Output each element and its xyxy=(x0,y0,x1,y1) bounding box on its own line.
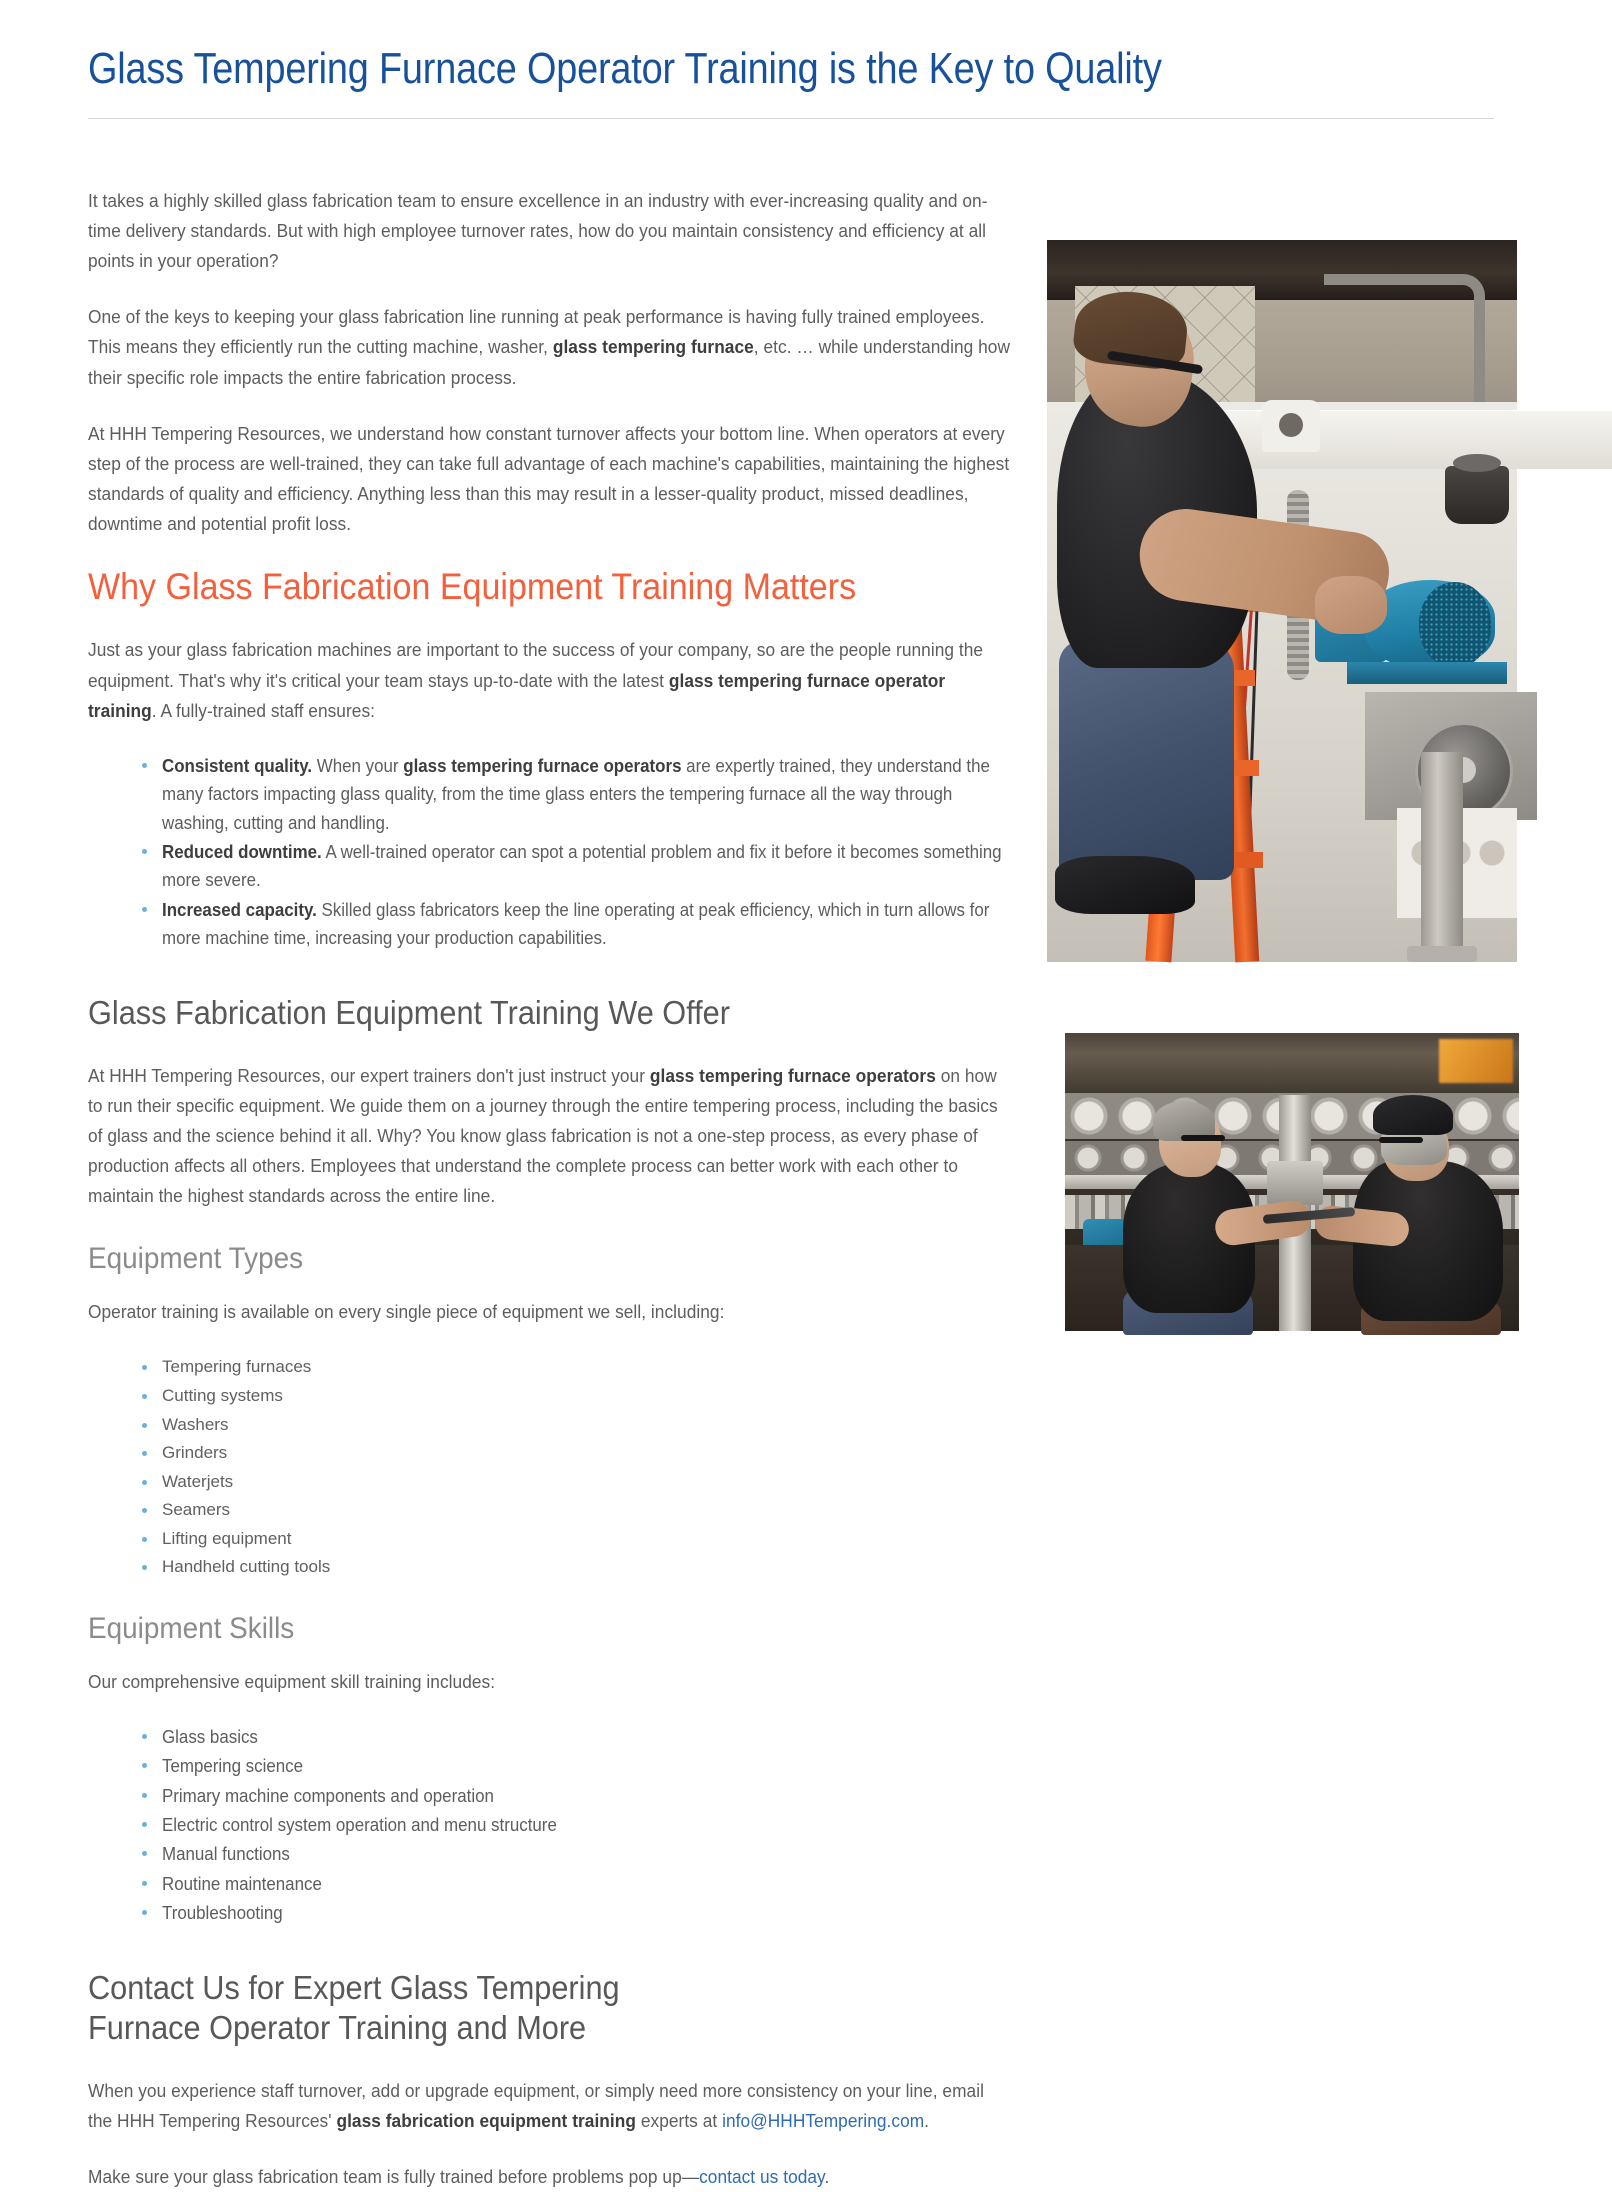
benefit-label: Increased capacity. xyxy=(162,899,317,920)
list-item xyxy=(140,752,1013,837)
technician-hand xyxy=(1315,576,1387,634)
text-run: experts at xyxy=(635,2110,723,2132)
list-item xyxy=(140,1840,1013,1868)
equipment-type-label: Grinders xyxy=(162,1443,228,1463)
text-run: A well-trained operator can spot a potential problem and fix it before it becomes something more severe. xyxy=(162,841,1002,891)
photo-two-technicians-at-line xyxy=(1065,1033,1519,1331)
bold-glass-tempering-furnace: glass tempering furnace xyxy=(552,336,754,358)
equipment-skill-label: Troubleshooting xyxy=(162,1903,283,1924)
title-divider xyxy=(88,118,1494,119)
bold-fabrication-equipment-training: glass fabrication equipment training xyxy=(336,2110,636,2132)
heading-equipment-types: Equipment Types xyxy=(88,1242,304,1276)
paragraph-intro-2 xyxy=(88,302,1013,392)
heading-why-training-matters: Why Glass Fabrication Equipment Training Matters xyxy=(88,566,857,608)
list-item xyxy=(140,1411,1013,1439)
list-item xyxy=(140,1525,1013,1553)
equipment-type-label: Washers xyxy=(162,1414,229,1434)
contact-us-today-link[interactable]: contact us today xyxy=(699,2166,825,2188)
list-item xyxy=(140,1811,1013,1839)
text-run: . xyxy=(924,2110,930,2132)
list-item xyxy=(140,1439,1013,1467)
equipment-type-label: Waterjets xyxy=(162,1471,234,1491)
paragraph-we-offer xyxy=(88,1061,1013,1212)
benefit-label: Consistent quality. xyxy=(162,755,313,776)
equipment-skill-label: Primary machine components and operation xyxy=(162,1785,494,1806)
bold-furnace-operators: glass tempering furnace operators xyxy=(649,1064,936,1086)
text-run: on how to run their specific equipment. We guide them on a journey through the entire tempering process, including the basics of glass and the science behind it all. Why? You know glass fabrication is not a one-step process, as every phase of production affects all others. Employees that understand the complete process can better work with each other to maintain the highest standards across the entire line. xyxy=(88,1064,998,1207)
heading-contact-us: Contact Us for Expert Glass Tempering Furnace Operator Training and More xyxy=(88,1968,620,2046)
equipment-skills-list xyxy=(88,1723,1013,1928)
paragraph-why xyxy=(88,635,1013,725)
text-run: One of the keys to keeping your glass fabrication line running at peak performance is having fully trained employees. This means they efficiently run the cutting machine, washer, xyxy=(88,306,985,358)
photo-scene xyxy=(1047,240,1517,962)
paragraph-closing xyxy=(88,2162,1013,2192)
page-title: Glass Tempering Furnace Operator Training is the Key to Quality xyxy=(88,44,1162,93)
text-run: . A fully-trained staff ensures: xyxy=(151,699,375,721)
list-item xyxy=(140,838,1013,895)
list-item xyxy=(140,1899,1013,1927)
equipment-type-label: Cutting systems xyxy=(162,1385,283,1405)
list-item xyxy=(140,1752,1013,1780)
paragraph-contact xyxy=(88,2076,1013,2136)
text-run: . xyxy=(824,2166,830,2188)
benefit-label: Reduced downtime. xyxy=(162,841,322,862)
text-run: When your xyxy=(312,755,404,776)
baseball-cap-icon xyxy=(1373,1095,1453,1135)
text-run: When you experience staff turnover, add or upgrade equipment, or simply need more consistency on your line, email the HHH Tempering Resources' xyxy=(88,2080,984,2132)
list-item xyxy=(140,1496,1013,1524)
paragraph-intro-1: It takes a highly skilled glass fabrication team to ensure excellence in an industry with ever-increasing quality and on-time delivery standards. But with high employee turnover rates, how do you maintain consistency and efficiency at all points in your operation? xyxy=(88,190,988,272)
furnace-glow xyxy=(1439,1039,1513,1083)
equipment-type-label: Tempering furnaces xyxy=(162,1357,312,1377)
machine-top-cap xyxy=(1445,466,1509,524)
technician-jeans xyxy=(1059,640,1234,880)
email-link[interactable]: info@HHHTempering.com xyxy=(722,2110,925,2132)
support-column xyxy=(1421,752,1463,962)
list-item xyxy=(140,1353,1013,1381)
equipment-skill-label: Electric control system operation and menu structure xyxy=(162,1814,557,1835)
list-item xyxy=(140,1782,1013,1810)
post-bracket xyxy=(1267,1161,1323,1205)
ceiling-pipe-icon xyxy=(1324,274,1485,315)
list-item xyxy=(140,896,1013,953)
text-run: are expertly trained, they understand the many factors impacting glass quality, from the time glass enters the tempering furnace all the way through washing, cutting and handling. xyxy=(162,755,990,833)
benefit-inline-bold: glass tempering furnace operators xyxy=(403,755,682,776)
text-run: Skilled glass fabricators keep the line operating at peak efficiency, which in turn allows for more machine time, increasing your production capabilities. xyxy=(162,899,990,949)
paragraph-intro-3: At HHH Tempering Resources, we understand how constant turnover affects your bottom line. When operators at every step of the process are well-trained, they can take full advantage of each machine's capabilities, maintaining the highest standards of quality and efficiency. Anything less than this may result in a lesser-quality product, missed deadlines, downtime and potential profit loss. xyxy=(88,422,1010,534)
paragraph-equipment-skills-intro: Our comprehensive equipment skill training includes: xyxy=(88,1670,496,1692)
safety-glasses-icon xyxy=(1379,1137,1423,1143)
photo-technician-servicing-furnace xyxy=(1047,240,1517,962)
benefits-list xyxy=(88,752,1013,953)
text-run: Just as your glass fabrication machines are important to the success of your company, so are the people running the equipment. That's why it's critical your team stays up-to-date with the latest xyxy=(88,639,984,691)
motor-base xyxy=(1347,662,1507,684)
safety-glasses-icon xyxy=(1181,1135,1225,1141)
list-item xyxy=(140,1382,1013,1410)
equipment-skill-label: Tempering science xyxy=(162,1756,304,1777)
photo-scene xyxy=(1065,1033,1519,1331)
motor-fan-grill xyxy=(1419,582,1491,668)
lifting-eye-icon xyxy=(1262,400,1320,452)
paragraph-equipment-types-intro: Operator training is available on every single piece of equipment we sell, including: xyxy=(88,1301,725,1323)
page-title-wrapper xyxy=(88,44,1508,93)
equipment-skill-label: Manual functions xyxy=(162,1844,290,1865)
equipment-skill-label: Glass basics xyxy=(162,1726,258,1747)
equipment-type-label: Lifting equipment xyxy=(162,1528,292,1548)
bold-operator-training: glass tempering furnace operator training xyxy=(88,669,946,721)
text-run: , etc. … while understanding how their specific role impacts the entire fabrication process. xyxy=(88,336,1011,388)
list-item xyxy=(140,1870,1013,1898)
list-item xyxy=(140,1553,1013,1581)
technician-shoe xyxy=(1055,856,1195,914)
equipment-type-label: Seamers xyxy=(162,1500,231,1520)
list-item xyxy=(140,1468,1013,1496)
equipment-skill-label: Routine maintenance xyxy=(162,1873,322,1894)
equipment-type-label: Handheld cutting tools xyxy=(162,1557,331,1577)
article-content xyxy=(88,186,1013,2192)
heading-training-we-offer: Glass Fabrication Equipment Training We Offer xyxy=(88,993,730,1031)
heading-equipment-skills: Equipment Skills xyxy=(88,1611,295,1645)
list-item xyxy=(140,1723,1013,1751)
equipment-types-list xyxy=(88,1353,1013,1580)
text-run: Make sure your glass fabrication team is fully trained before problems pop up— xyxy=(88,2166,700,2188)
text-run: At HHH Tempering Resources, our expert trainers don't just instruct your xyxy=(88,1064,650,1086)
